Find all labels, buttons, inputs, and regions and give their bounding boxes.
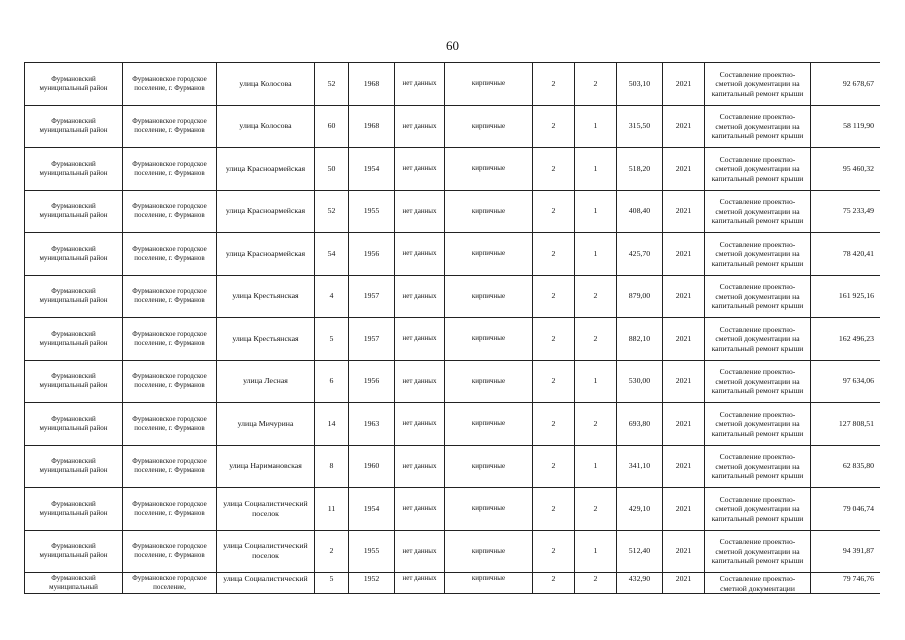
district-cell: Фурмановский муниципальный район (25, 403, 123, 446)
settlement-cell: Фурмановское городское поселение, г. Фурманов (123, 530, 217, 573)
plan-year-cell: 2021 (663, 318, 705, 361)
floors-cell: 2 (533, 233, 575, 276)
cost-cell: 97 634,06 (811, 360, 881, 403)
floors-cell: 2 (533, 148, 575, 191)
settlement-cell: Фурмановское городское поселение, г. Фурманов (123, 148, 217, 191)
street-cell: улица Социалистический поселок (217, 530, 315, 573)
work-type-cell: Составление проектно-сметной документации (705, 573, 811, 594)
work-type-cell: Составление проектно-сметной документации на капитальный ремонт крыши (705, 403, 811, 446)
floors-cell: 2 (533, 318, 575, 361)
cost-cell: 95 460,32 (811, 148, 881, 191)
settlement-cell: Фурмановское городское поселение, г. Фурманов (123, 403, 217, 446)
house-number-cell: 50 (315, 148, 349, 191)
house-number-cell: 14 (315, 403, 349, 446)
street-cell: улица Красноармейская (217, 190, 315, 233)
house-number-cell: 8 (315, 445, 349, 488)
district-cell: Фурмановский муниципальный район (25, 233, 123, 276)
entrances-cell: 2 (575, 318, 617, 361)
district-cell: Фурмановский муниципальный район (25, 63, 123, 106)
cost-cell: 58 119,90 (811, 105, 881, 148)
work-type-cell: Составление проектно-сметной документации на капитальный ремонт крыши (705, 445, 811, 488)
district-cell: Фурмановский муниципальный район (25, 148, 123, 191)
house-number-cell: 5 (315, 573, 349, 594)
build-year-cell: 1956 (349, 233, 395, 276)
plan-year-cell: 2021 (663, 360, 705, 403)
plan-year-cell: 2021 (663, 105, 705, 148)
wall-material-cell: кирпичные (445, 148, 533, 191)
work-type-cell: Составление проектно-сметной документации на капитальный ремонт крыши (705, 233, 811, 276)
table-row (25, 63, 881, 106)
settlement-cell: Фурмановское городское поселение, (123, 573, 217, 594)
entrances-cell: 1 (575, 530, 617, 573)
floors-cell: 2 (533, 63, 575, 106)
plan-year-cell: 2021 (663, 63, 705, 106)
cost-cell: 92 678,67 (811, 63, 881, 106)
entrances-cell: 1 (575, 148, 617, 191)
work-type-cell: Составление проектно-сметной документации на капитальный ремонт крыши (705, 488, 811, 531)
plan-year-cell: 2021 (663, 233, 705, 276)
floors-cell: 2 (533, 488, 575, 531)
settlement-cell: Фурмановское городское поселение, г. Фурманов (123, 488, 217, 531)
settlement-cell: Фурмановское городское поселение, г. Фурманов (123, 275, 217, 318)
work-type-cell: Составление проектно-сметной документации на капитальный ремонт крыши (705, 318, 811, 361)
district-cell: Фурмановский муниципальный район (25, 530, 123, 573)
cost-cell: 161 925,16 (811, 275, 881, 318)
district-cell: Фурмановский муниципальный район (25, 190, 123, 233)
table-row (25, 148, 881, 191)
plan-year-cell: 2021 (663, 530, 705, 573)
build-year-cell: 1960 (349, 445, 395, 488)
wall-material-cell: кирпичные (445, 530, 533, 573)
district-cell: Фурмановский муниципальный район (25, 105, 123, 148)
area-cell: 693,80 (617, 403, 663, 446)
entrances-cell: 1 (575, 105, 617, 148)
house-number-cell: 11 (315, 488, 349, 531)
plan-year-cell: 2021 (663, 148, 705, 191)
house-number-cell: 2 (315, 530, 349, 573)
area-cell: 432,90 (617, 573, 663, 594)
district-cell: Фурмановский муниципальный (25, 573, 123, 594)
house-number-cell: 4 (315, 275, 349, 318)
build-year-cell: 1955 (349, 190, 395, 233)
work-type-cell: Составление проектно-сметной документации на капитальный ремонт крыши (705, 63, 811, 106)
wall-material-cell: кирпичные (445, 318, 533, 361)
area-cell: 530,00 (617, 360, 663, 403)
table-row (25, 233, 881, 276)
entrances-cell: 2 (575, 488, 617, 531)
wall-material-cell: кирпичные (445, 63, 533, 106)
settlement-cell: Фурмановское городское поселение, г. Фурманов (123, 233, 217, 276)
build-year-cell: 1956 (349, 360, 395, 403)
table-row (25, 360, 881, 403)
data-availability-cell: нет данных (395, 530, 445, 573)
data-availability-cell: нет данных (395, 148, 445, 191)
cost-cell: 127 808,51 (811, 403, 881, 446)
capital-repair-table (24, 62, 880, 594)
wall-material-cell: кирпичные (445, 360, 533, 403)
data-availability-cell: нет данных (395, 63, 445, 106)
build-year-cell: 1957 (349, 318, 395, 361)
data-availability-cell: нет данных (395, 445, 445, 488)
settlement-cell: Фурмановское городское поселение, г. Фурманов (123, 190, 217, 233)
settlement-cell: Фурмановское городское поселение, г. Фурманов (123, 360, 217, 403)
house-number-cell: 60 (315, 105, 349, 148)
area-cell: 408,40 (617, 190, 663, 233)
data-availability-cell: нет данных (395, 403, 445, 446)
area-cell: 341,10 (617, 445, 663, 488)
entrances-cell: 1 (575, 233, 617, 276)
data-availability-cell: нет данных (395, 360, 445, 403)
plan-year-cell: 2021 (663, 573, 705, 594)
build-year-cell: 1957 (349, 275, 395, 318)
build-year-cell: 1968 (349, 105, 395, 148)
area-cell: 429,10 (617, 488, 663, 531)
work-type-cell: Составление проектно-сметной документации на капитальный ремонт крыши (705, 275, 811, 318)
entrances-cell: 2 (575, 573, 617, 594)
data-availability-cell: нет данных (395, 318, 445, 361)
settlement-cell: Фурмановское городское поселение, г. Фурманов (123, 105, 217, 148)
district-cell: Фурмановский муниципальный район (25, 360, 123, 403)
build-year-cell: 1954 (349, 148, 395, 191)
table-row (25, 105, 881, 148)
street-cell: улица Мичурина (217, 403, 315, 446)
area-cell: 503,10 (617, 63, 663, 106)
data-availability-cell: нет данных (395, 573, 445, 594)
street-cell: улица Лесная (217, 360, 315, 403)
street-cell: улица Красноармейская (217, 233, 315, 276)
street-cell: улица Крестьянская (217, 275, 315, 318)
area-cell: 879,00 (617, 275, 663, 318)
work-type-cell: Составление проектно-сметной документации на капитальный ремонт крыши (705, 105, 811, 148)
floors-cell: 2 (533, 190, 575, 233)
area-cell: 512,40 (617, 530, 663, 573)
cost-cell: 78 420,41 (811, 233, 881, 276)
cost-cell: 79 746,76 (811, 573, 881, 594)
house-number-cell: 52 (315, 63, 349, 106)
build-year-cell: 1954 (349, 488, 395, 531)
cost-cell: 162 496,23 (811, 318, 881, 361)
settlement-cell: Фурмановское городское поселение, г. Фурманов (123, 445, 217, 488)
house-number-cell: 52 (315, 190, 349, 233)
street-cell: улица Колосова (217, 63, 315, 106)
entrances-cell: 1 (575, 190, 617, 233)
wall-material-cell: кирпичные (445, 190, 533, 233)
house-number-cell: 6 (315, 360, 349, 403)
street-cell: улица Красноармейская (217, 148, 315, 191)
plan-year-cell: 2021 (663, 275, 705, 318)
table-row (25, 403, 881, 446)
cost-cell: 79 046,74 (811, 488, 881, 531)
data-availability-cell: нет данных (395, 233, 445, 276)
settlement-cell: Фурмановское городское поселение, г. Фурманов (123, 318, 217, 361)
data-availability-cell: нет данных (395, 488, 445, 531)
plan-year-cell: 2021 (663, 190, 705, 233)
wall-material-cell: кирпичные (445, 573, 533, 594)
floors-cell: 2 (533, 275, 575, 318)
entrances-cell: 2 (575, 63, 617, 106)
entrances-cell: 2 (575, 403, 617, 446)
floors-cell: 2 (533, 105, 575, 148)
entrances-cell: 1 (575, 360, 617, 403)
build-year-cell: 1955 (349, 530, 395, 573)
floors-cell: 2 (533, 573, 575, 594)
cost-cell: 62 835,80 (811, 445, 881, 488)
table-row (25, 488, 881, 531)
district-cell: Фурмановский муниципальный район (25, 445, 123, 488)
house-number-cell: 5 (315, 318, 349, 361)
build-year-cell: 1968 (349, 63, 395, 106)
entrances-cell: 2 (575, 275, 617, 318)
plan-year-cell: 2021 (663, 488, 705, 531)
cost-cell: 94 391,87 (811, 530, 881, 573)
floors-cell: 2 (533, 530, 575, 573)
work-type-cell: Составление проектно-сметной документации на капитальный ремонт крыши (705, 190, 811, 233)
data-availability-cell: нет данных (395, 105, 445, 148)
page-number: 60 (446, 38, 459, 53)
table-row (25, 275, 881, 318)
table-row (25, 530, 881, 573)
area-cell: 882,10 (617, 318, 663, 361)
cost-cell: 75 233,49 (811, 190, 881, 233)
work-type-cell: Составление проектно-сметной документации на капитальный ремонт крыши (705, 148, 811, 191)
data-availability-cell: нет данных (395, 190, 445, 233)
street-cell: улица Социалистический поселок (217, 488, 315, 531)
build-year-cell: 1963 (349, 403, 395, 446)
district-cell: Фурмановский муниципальный район (25, 318, 123, 361)
table-row (25, 318, 881, 361)
district-cell: Фурмановский муниципальный район (25, 275, 123, 318)
wall-material-cell: кирпичные (445, 275, 533, 318)
table-row (25, 445, 881, 488)
floors-cell: 2 (533, 360, 575, 403)
area-cell: 315,50 (617, 105, 663, 148)
street-cell: улица Социалистический (217, 573, 315, 594)
floors-cell: 2 (533, 403, 575, 446)
wall-material-cell: кирпичные (445, 105, 533, 148)
plan-year-cell: 2021 (663, 403, 705, 446)
floors-cell: 2 (533, 445, 575, 488)
repair-table-container (24, 62, 880, 594)
wall-material-cell: кирпичные (445, 445, 533, 488)
work-type-cell: Составление проектно-сметной документации на капитальный ремонт крыши (705, 530, 811, 573)
street-cell: улица Наримановская (217, 445, 315, 488)
wall-material-cell: кирпичные (445, 488, 533, 531)
build-year-cell: 1952 (349, 573, 395, 594)
wall-material-cell: кирпичные (445, 403, 533, 446)
data-availability-cell: нет данных (395, 275, 445, 318)
area-cell: 425,70 (617, 233, 663, 276)
plan-year-cell: 2021 (663, 445, 705, 488)
table-row (25, 190, 881, 233)
street-cell: улица Колосова (217, 105, 315, 148)
settlement-cell: Фурмановское городское поселение, г. Фурманов (123, 63, 217, 106)
table-body (25, 63, 881, 594)
work-type-cell: Составление проектно-сметной документации на капитальный ремонт крыши (705, 360, 811, 403)
entrances-cell: 1 (575, 445, 617, 488)
table-row (25, 573, 881, 594)
street-cell: улица Крестьянская (217, 318, 315, 361)
wall-material-cell: кирпичные (445, 233, 533, 276)
area-cell: 518,20 (617, 148, 663, 191)
house-number-cell: 54 (315, 233, 349, 276)
district-cell: Фурмановский муниципальный район (25, 488, 123, 531)
